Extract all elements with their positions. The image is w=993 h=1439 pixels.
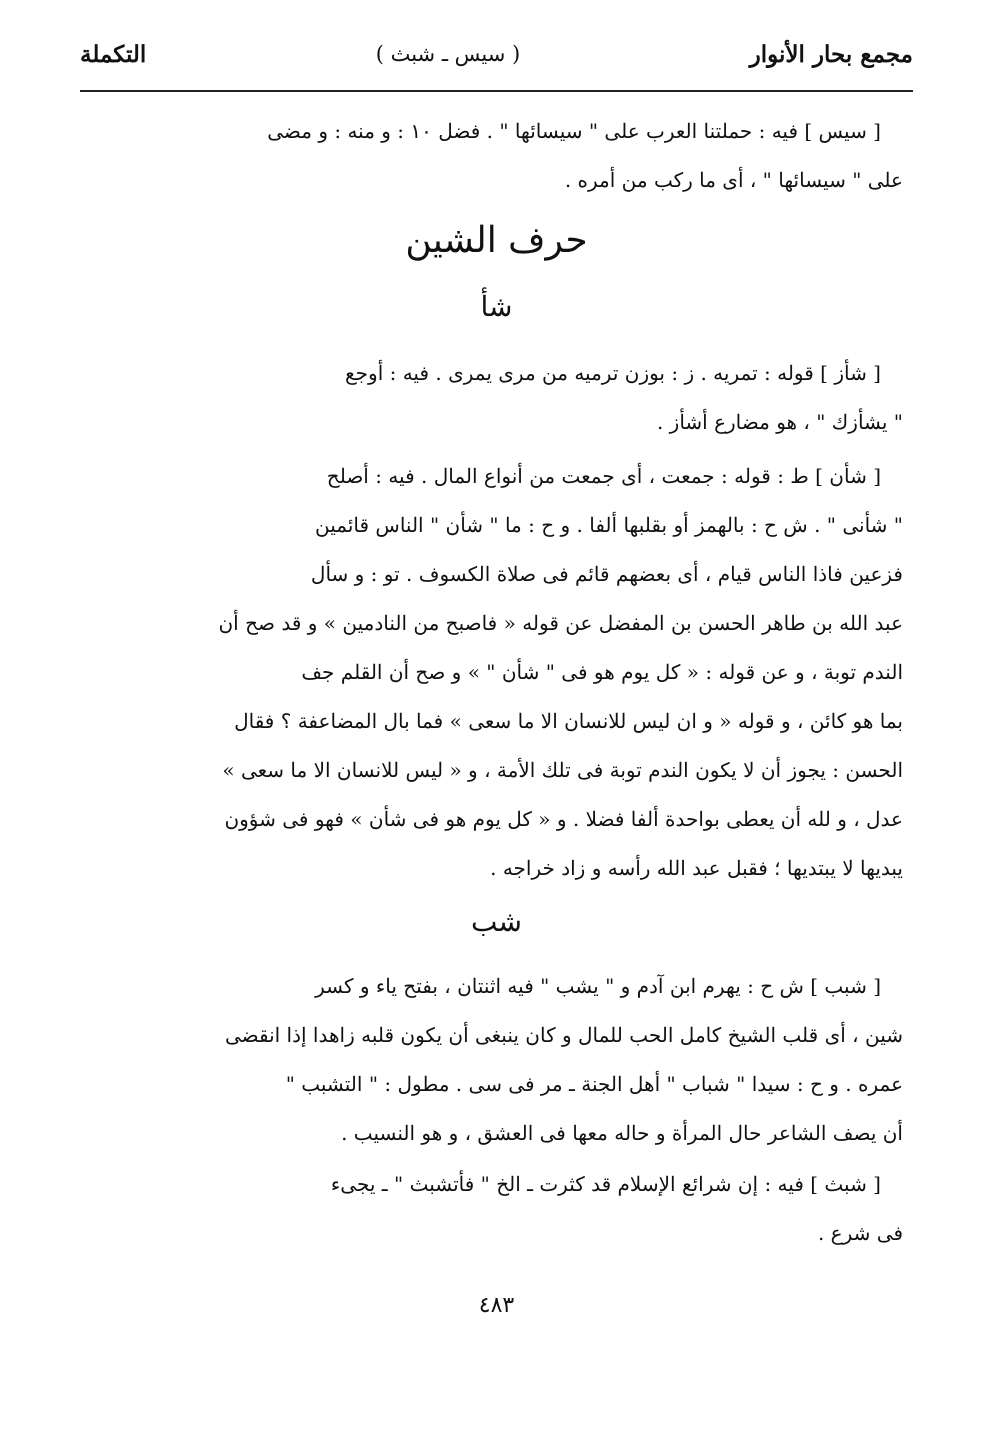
entry-line: فزعين فاذا الناس قيام ، أى بعضهم قائم فى صلاة الكسوف . تو : و سأل bbox=[310, 562, 903, 586]
section-heading: حرف الشين bbox=[405, 220, 588, 261]
header-book-title: مجمع بحار الأنوار bbox=[749, 40, 913, 68]
header-entry-range: ( سيس ـ شبث ) bbox=[375, 42, 521, 66]
entry-line: بما هو كائن ، و قوله « و ان ليس للانسان الا ما سعى » فما بال المضاعفة ؟ فقال bbox=[234, 709, 903, 733]
entry-line: [ شأن ] ط : قوله : جمعت ، أى جمعت من أنواع المال . فيه : أصلح bbox=[326, 464, 881, 488]
entry-line: عبد الله بن طاهر الحسن بن المفضل عن قوله « فاصبح من النادمين » و قد صح أن bbox=[218, 611, 903, 635]
entry-sys bbox=[88, 107, 903, 205]
entry-shabath bbox=[88, 1160, 903, 1258]
entry-line: عمره . و ح : سيدا " شباب " أهل الجنة ـ مر فى سى . مطول : " التشبب " bbox=[285, 1072, 903, 1096]
entry-line: يبديها لا يبتديها ؛ فقبل عبد الله رأسه و زاد خراجه . bbox=[490, 856, 903, 880]
header-divider bbox=[80, 90, 913, 92]
entry-line: [ سيس ] فيه : حملتنا العرب على " سيسائها " . فضل ١٠ : و منه : و مضى bbox=[267, 119, 881, 143]
entry-line: عدل ، و لله أن يعطى بواحدة ألفا فضلا . و « كل يوم هو فى شأن » فهو فى شؤون bbox=[224, 807, 903, 831]
entry-line: الحسن : يجوز أن لا يكون الندم توبة فى تلك الأمة ، و « ليس للانسان الا ما سعى » bbox=[222, 758, 903, 782]
entry-line: [ شأز ] قوله : تمريه . ز : بوزن ترميه من مرى يمرى . فيه : أوجع bbox=[345, 361, 881, 385]
entry-line: " يشأزك " ، هو مضارع أشأز . bbox=[656, 410, 903, 434]
subsection-heading-sha: شأ bbox=[480, 290, 513, 323]
page-header bbox=[80, 28, 913, 80]
page-number: ٤٨٣ bbox=[478, 1293, 515, 1318]
entry-line: [ شبب ] ش ح : يهرم ابن آدم و " يشب " فيه اثنتان ، بفتح ياء و كسر bbox=[315, 974, 881, 998]
entry-shaz bbox=[88, 349, 903, 447]
entry-line: على " سيسائها " ، أى ما ركب من أمره . bbox=[564, 168, 903, 192]
subsection-heading-shab: شب bbox=[471, 905, 522, 938]
header-section-label: التكملة bbox=[80, 40, 147, 68]
entry-line: أن يصف الشاعر حال المرأة و حاله معها فى العشق ، و هو النسيب . bbox=[341, 1121, 903, 1145]
entry-line: فى شرع . bbox=[817, 1221, 903, 1245]
entry-line: شين ، أى قلب الشيخ كامل الحب للمال و كان ينبغى أن يكون قلبه زاهدا إذا انقضى bbox=[224, 1023, 903, 1047]
entry-line: [ شبث ] فيه : إن شرائع الإسلام قد كثرت ـ الخ " فأتشبث " ـ يجىء bbox=[330, 1172, 881, 1196]
entry-line: الندم توبة ، و عن قوله : « كل يوم هو فى " شأن " » و صح أن القلم جف bbox=[301, 660, 903, 684]
entry-shan bbox=[88, 452, 903, 893]
entry-line: " شأنى " . ش ح : بالهمز أو بقلبها ألفا . و ح : ما " شأن " الناس قائمين bbox=[315, 513, 903, 537]
entry-shabab bbox=[88, 962, 903, 1158]
